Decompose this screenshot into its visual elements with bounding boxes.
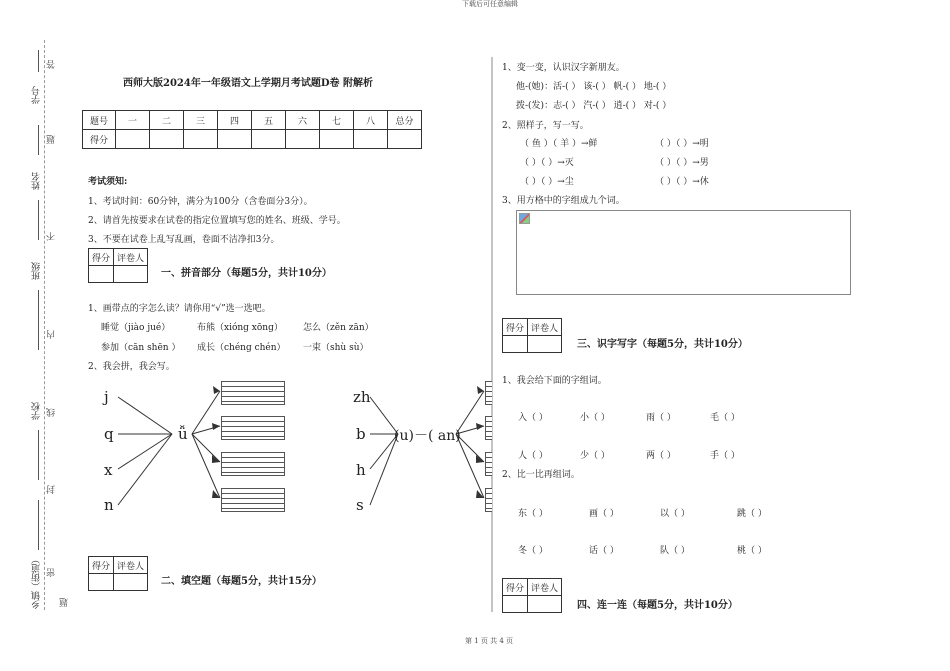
word-blank[interactable]: 画（ ） <box>589 509 619 519</box>
score-header: 六 <box>286 111 320 130</box>
notice-item: 3、不要在试卷上乱写乱画，卷面不洁净扣3分。 <box>88 235 280 245</box>
seal-char: 答 <box>47 60 57 69</box>
score-header: 四 <box>218 111 252 130</box>
score-header: 五 <box>252 111 286 130</box>
score-header: 总分 <box>388 111 422 130</box>
grader-reviewer-label: 评卷人 <box>528 579 562 596</box>
pinyin-choice[interactable]: 参加（cān shēn ） <box>101 343 181 353</box>
seal-char: 封 <box>47 485 57 494</box>
word-blank[interactable]: 小（ ） <box>580 413 610 423</box>
connector-line <box>118 434 172 505</box>
grader-box <box>502 578 562 613</box>
s3-q2-prompt: 2、比一比再组词。 <box>502 470 580 480</box>
grader-reviewer-label: 评卷人 <box>114 249 148 266</box>
grader-box <box>502 318 562 353</box>
score-header: 三 <box>184 111 218 130</box>
word-blank[interactable]: 人（ ） <box>518 451 548 461</box>
word-blank[interactable]: 入（ ） <box>518 413 548 423</box>
word-blank[interactable]: 东（ ） <box>518 509 548 519</box>
grader-score-label: 得分 <box>503 319 528 336</box>
r-q2-item[interactable]: （ ）（ ）→尘 <box>520 177 574 187</box>
side-label-town: 乡镇（街道） <box>32 555 42 609</box>
final-compound: (u)－( an) <box>394 428 461 444</box>
pinyin-writing-box[interactable] <box>485 416 492 440</box>
seal-char: 密 <box>47 568 57 577</box>
pinyin-writing-box[interactable] <box>485 381 492 405</box>
s3-q1-prompt: 1、我会给下面的字组词。 <box>502 376 607 386</box>
pinyin-writing-box[interactable] <box>221 416 285 440</box>
grader-score-cell[interactable] <box>89 574 114 591</box>
grader-score-label: 得分 <box>89 557 114 574</box>
r-q2-item[interactable]: （ ）（ ）→休 <box>655 177 709 187</box>
word-blank[interactable]: 跳（ ） <box>737 509 767 519</box>
broken-image-icon <box>519 213 530 224</box>
r-q2-item[interactable]: （ ）（ ）→灭 <box>520 158 574 168</box>
notice-item: 1、考试时间：60分钟，满分为100分（含卷面分3分）。 <box>88 197 313 207</box>
initial-letter: n <box>104 496 114 514</box>
side-label-school: 学校 <box>32 402 42 420</box>
connector-line <box>192 434 220 462</box>
pinyin-writing-box[interactable] <box>221 488 285 512</box>
pinyin-choice[interactable]: 睡觉（jiào jué） <box>101 323 171 333</box>
pinyin-writing-box[interactable] <box>221 381 285 405</box>
grader-score-cell[interactable] <box>503 336 528 353</box>
word-blank[interactable]: 以（ ） <box>660 509 690 519</box>
section-1-heading: 一、拼音部分（每题5分，共计10分） <box>161 268 332 279</box>
grader-reviewer-label: 评卷人 <box>114 557 148 574</box>
initial-letter: h <box>356 461 366 479</box>
pinyin-choice[interactable]: 一束（shù sù） <box>303 343 369 353</box>
seal-char: 线 <box>47 408 57 417</box>
word-blank[interactable]: 两（ ） <box>646 451 676 461</box>
r-q1-row[interactable]: 他-(她)：活-( ） 该-( ） 帆-( ） 地-( ） <box>516 82 672 92</box>
word-blank[interactable]: 少（ ） <box>580 451 610 461</box>
initial-letter: q <box>104 425 114 443</box>
notice-heading: 考试须知: <box>88 177 128 187</box>
word-blank[interactable]: 毛（ ） <box>710 413 740 423</box>
seal-char: 题 <box>47 135 57 144</box>
connector-line <box>118 397 172 434</box>
grader-reviewer-cell[interactable] <box>114 574 148 591</box>
word-blank[interactable]: 桃（ ） <box>737 546 767 556</box>
r-q2-prompt: 2、照样子，写一写。 <box>502 121 589 131</box>
seal-char: 不 <box>47 232 57 241</box>
score-header: 一 <box>116 111 150 130</box>
connector-line <box>118 434 172 469</box>
connector-line <box>192 434 220 498</box>
initial-letter: s <box>356 496 364 514</box>
side-label-class: 班级 <box>32 262 42 280</box>
pinyin-writing-box[interactable] <box>485 488 492 512</box>
initial-letter: zh <box>353 388 371 406</box>
seal-char: 题 <box>60 598 70 607</box>
side-label-name: 姓名 <box>32 172 42 190</box>
grader-score-cell[interactable] <box>503 596 528 613</box>
pinyin-choice[interactable]: 成长（chéng chén） <box>197 343 286 353</box>
section-2-heading: 二、填空题（每题5分，共计15分） <box>161 576 322 587</box>
r-q1-row[interactable]: 拨-(发)：志-( ） 汽-( ） 逍-( ） 对-( ） <box>516 101 672 111</box>
initial-letter: b <box>356 425 366 443</box>
word-blank[interactable]: 话（ ） <box>589 546 619 556</box>
score-header: 题号 <box>83 111 116 130</box>
initial-letter: x <box>104 461 113 479</box>
word-blank[interactable]: 手（ ） <box>710 451 740 461</box>
grader-reviewer-label: 评卷人 <box>528 319 562 336</box>
header-note: 下载后可任意编辑 <box>462 0 518 8</box>
section-3-heading: 三、识字写字（每题5分，共计10分） <box>577 339 748 350</box>
section-4-heading: 四、连一连（每题5分，共计10分） <box>577 600 738 611</box>
pinyin-writing-box[interactable] <box>221 452 285 476</box>
seal-char: 内 <box>47 330 57 339</box>
score-header: 八 <box>354 111 388 130</box>
r-q3-prompt: 3、用方格中的字组成九个词。 <box>502 196 625 206</box>
notice-item: 2、请首先按要求在试卷的指定位置填写您的姓名、班级、学号。 <box>88 216 346 226</box>
grader-score-label: 得分 <box>89 249 114 266</box>
initial-letter: j <box>104 388 109 406</box>
word-blank[interactable]: 队（ ） <box>660 546 690 556</box>
grader-box <box>88 556 148 591</box>
r-q2-item[interactable]: （ ）（ ）→男 <box>655 158 709 168</box>
word-blank[interactable]: 雨（ ） <box>646 413 676 423</box>
score-header: 二 <box>150 111 184 130</box>
word-grid-image-box <box>516 210 851 295</box>
pinyin-choice[interactable]: 怎么（zěn zān） <box>303 323 374 333</box>
grader-score-label: 得分 <box>503 579 528 596</box>
q1-1-prompt: 1、画带点的字怎么读？请你用“√”选一选吧。 <box>88 304 271 314</box>
r-q1-prompt: 1、变一变，认识汉字新朋友。 <box>502 63 625 73</box>
pinyin-choice[interactable]: 布熊（xióng xōng） <box>197 323 283 333</box>
page-title: 西师大版2024年一年级语文上学期月考试题D卷 附解析 <box>123 78 373 89</box>
pinyin-writing-box[interactable] <box>485 452 492 476</box>
final-letter: ǚ <box>178 425 188 443</box>
side-label-student-id: 学号 <box>32 86 42 104</box>
score-row-label: 得分 <box>83 130 116 149</box>
word-blank[interactable]: 冬（ ） <box>518 546 548 556</box>
page-footer: 第 1 页 共 4 页 <box>465 637 514 645</box>
score-header: 七 <box>320 111 354 130</box>
grader-reviewer-cell[interactable] <box>528 336 562 353</box>
r-q2-item[interactable]: （ 鱼 ）（ 羊 ）→鲜 <box>520 139 598 149</box>
grader-reviewer-cell[interactable] <box>528 596 562 613</box>
q1-2-prompt: 2、我会拼，我会写。 <box>88 362 175 372</box>
r-q2-item[interactable]: （ ）（ ）→明 <box>655 139 709 149</box>
